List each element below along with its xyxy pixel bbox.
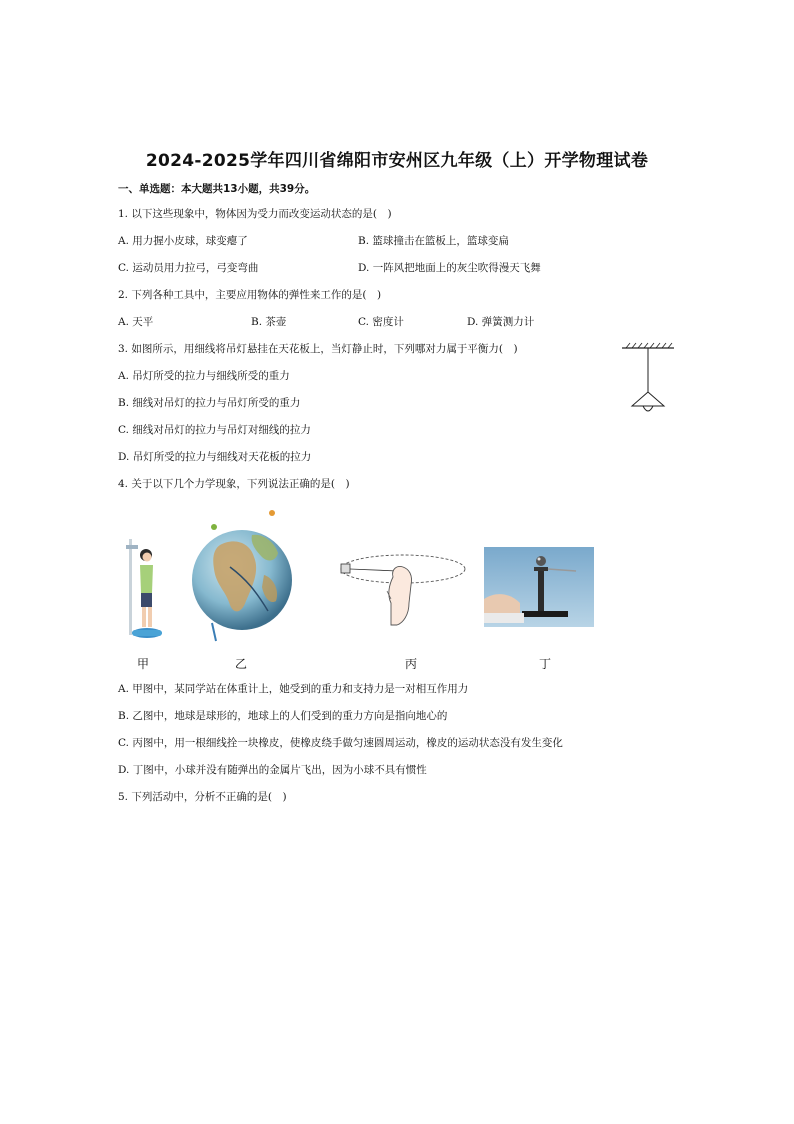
question-1-option-b[interactable]: B. 篮球撞击在篮板上，篮球变扁 <box>358 235 509 247</box>
question-3-option-b[interactable]: B. 细线对吊灯的拉力与吊灯所受的重力 <box>118 397 301 409</box>
figure-label-yi: 乙 <box>235 657 248 671</box>
question-4-option-c[interactable]: C. 丙图中，用一根细线拴一块橡皮，使橡皮绕手做匀速圆周运动，橡皮的运动状态没有发生变化 <box>118 737 563 749</box>
section-heading: 一、单选题：本大题共13小题，共39分。 <box>118 183 316 195</box>
figure-jia-girl-on-scale <box>118 535 168 645</box>
figure-label-jia: 甲 <box>137 657 150 671</box>
hanging-lamp-diagram <box>618 340 678 420</box>
question-5-stem: 5. 下列活动中，分析不正确的是( ) <box>118 791 287 803</box>
figure-yi-globe <box>190 505 295 650</box>
figure-label-bing: 丙 <box>405 657 418 671</box>
question-4-option-d[interactable]: D. 丁图中，小球并没有随弹出的金属片飞出，因为小球不具有惯性 <box>118 764 427 776</box>
question-4-option-a[interactable]: A. 甲图中，某同学站在体重计上，她受到的重力和支持力是一对相互作用力 <box>118 683 469 695</box>
question-3-option-a[interactable]: A. 吊灯所受的拉力与细线所受的重力 <box>118 370 290 382</box>
question-2-option-d[interactable]: D. 弹簧测力计 <box>467 316 535 328</box>
question-2-stem: 2. 下列各种工具中，主要应用物体的弹性来工作的是( ) <box>118 289 382 301</box>
question-4-stem: 4. 关于以下几个力学现象，下列说法正确的是( ) <box>118 478 350 490</box>
question-3-option-d[interactable]: D. 吊灯所受的拉力与细线对天花板的拉力 <box>118 451 312 463</box>
question-3-option-c[interactable]: C. 细线对吊灯的拉力与吊灯对细线的拉力 <box>118 424 311 436</box>
question-2-option-b[interactable]: B. 茶壶 <box>251 316 287 328</box>
question-2-option-c[interactable]: C. 密度计 <box>358 316 404 328</box>
exam-title: 2024-2025学年四川省绵阳市安州区九年级（上）开学物理试卷 <box>145 151 649 171</box>
question-1-option-d[interactable]: D. 一阵风把地面上的灰尘吹得漫天飞舞 <box>358 262 541 274</box>
question-1-option-a[interactable]: A. 用力握小皮球，球变瘪了 <box>118 235 248 247</box>
question-3-stem: 3. 如图所示，用细线将吊灯悬挂在天花板上，当灯静止时，下列哪对力属于平衡力( ) <box>118 343 518 355</box>
figure-bing-circular-motion <box>335 545 470 635</box>
question-1-stem: 1. 以下这些现象中，物体因为受力而改变运动状态的是( ) <box>118 208 392 220</box>
question-2-option-a[interactable]: A. 天平 <box>118 316 154 328</box>
figure-ding-inertia-demo <box>484 547 594 627</box>
figure-label-ding: 丁 <box>539 657 552 671</box>
question-4-option-b[interactable]: B. 乙图中，地球是球形的，地球上的人们受到的重力方向是指向地心的 <box>118 710 448 722</box>
question-1-option-c[interactable]: C. 运动员用力拉弓，弓变弯曲 <box>118 262 259 274</box>
